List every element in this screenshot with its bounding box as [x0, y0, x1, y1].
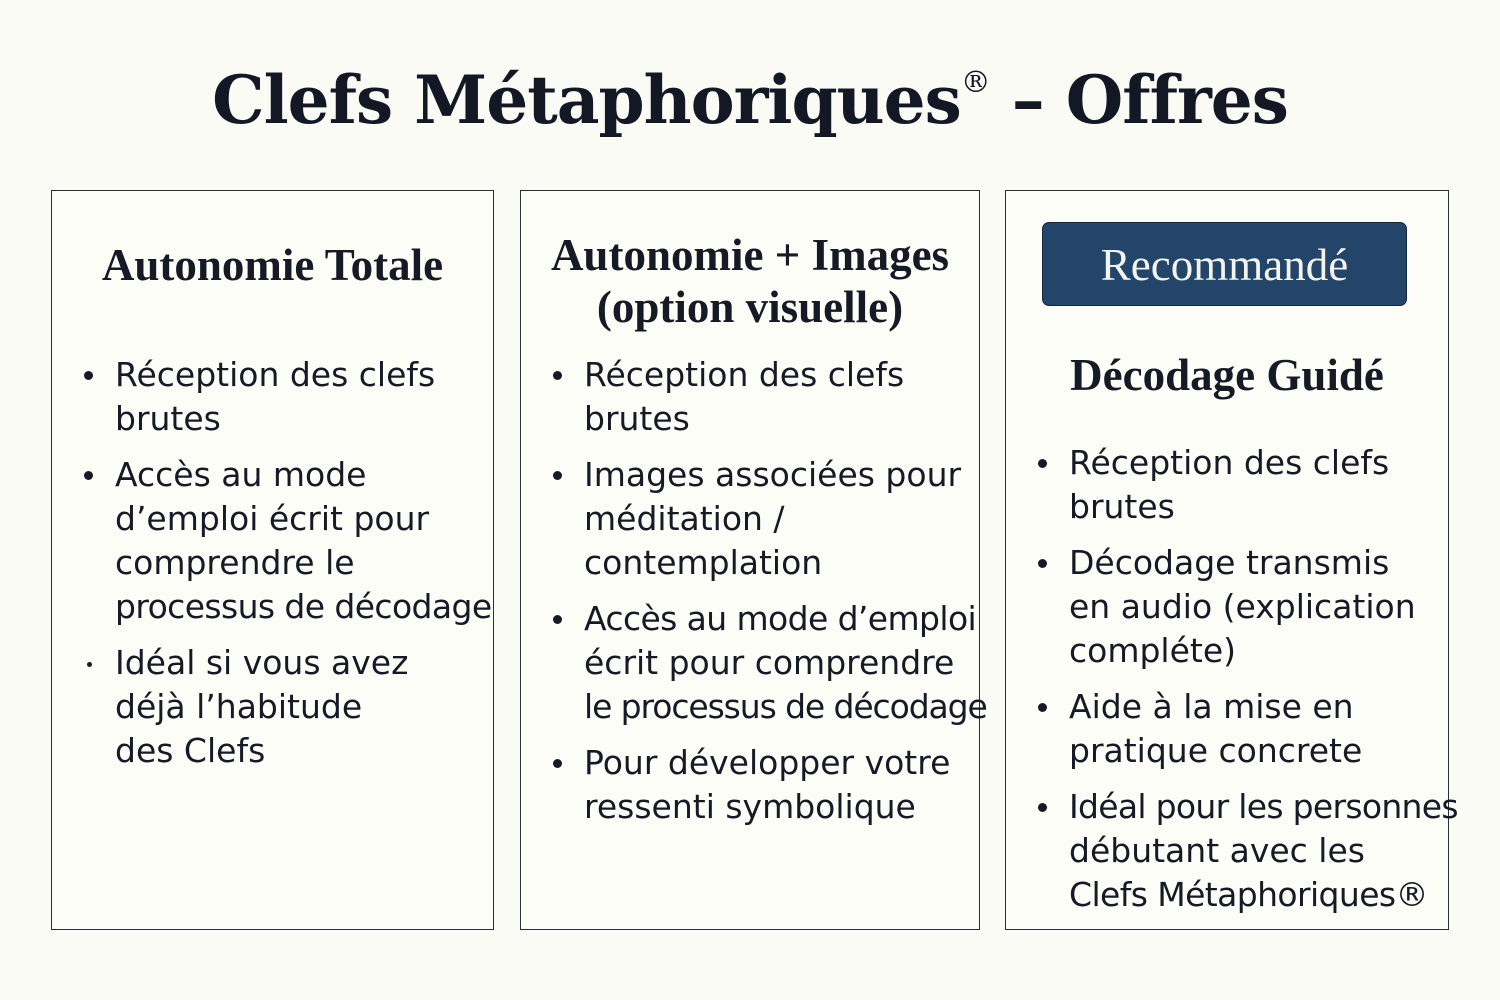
registered-mark: ® — [960, 65, 990, 100]
feature-item — [1006, 441, 1458, 529]
feature-line: brutes — [1069, 487, 1175, 526]
bullet-dot-icon — [1038, 559, 1047, 568]
feature-line: processus de décodage — [115, 587, 492, 626]
feature-line: Idéal pour les personnes — [1069, 787, 1458, 826]
feature-line: pratique concrete — [1069, 731, 1363, 770]
bullet-dot-icon — [1038, 459, 1047, 468]
bullet-dot-icon — [553, 471, 562, 480]
feature-list — [1006, 441, 1458, 929]
feature-item — [52, 641, 492, 773]
bullet-dot-icon — [553, 759, 562, 768]
feature-item — [521, 741, 987, 829]
page-title-suffix: – Offres — [989, 61, 1288, 139]
feature-item — [1006, 685, 1458, 773]
feature-line: Accès au mode d’emploi — [584, 599, 977, 638]
page-title-text: Clefs Métaphoriques — [212, 61, 961, 139]
feature-line: Images associées pour — [584, 455, 962, 494]
feature-line: ressenti symbolique — [584, 787, 916, 826]
feature-line: Réception des clefs — [115, 355, 436, 394]
bullet-dot-icon — [1038, 803, 1047, 812]
bullet-dot-icon — [84, 471, 93, 480]
feature-item — [521, 353, 987, 441]
feature-list — [52, 353, 492, 785]
feature-item — [52, 453, 492, 629]
feature-line: d’emploi écrit pour — [115, 499, 430, 538]
bullet-dot-icon — [553, 615, 562, 624]
feature-line: contemplation — [584, 543, 823, 582]
feature-line: Réception des clefs — [1069, 443, 1390, 482]
feature-line: comprendre le — [115, 543, 355, 582]
feature-line: compléte) — [1069, 631, 1237, 670]
recommended-badge: Recommandé — [1042, 222, 1407, 306]
offer-title: Autonomie Totale — [101, 240, 444, 290]
page-title — [0, 58, 1500, 142]
offer-title-line: Autonomie + Images — [550, 230, 950, 280]
feature-line: Décodage transmis — [1069, 543, 1390, 582]
feature-line: Clefs Métaphoriques® — [1069, 875, 1428, 914]
feature-line: déjà l’habitude — [115, 687, 363, 726]
feature-line: écrit pour comprendre — [584, 643, 955, 682]
feature-line: brutes — [584, 399, 690, 438]
feature-line: des Clefs — [115, 731, 266, 770]
feature-line: Aide à la mise en — [1069, 687, 1354, 726]
feature-line: méditation / — [584, 499, 785, 538]
feature-line: Pour développer votre — [584, 743, 951, 782]
feature-item — [521, 453, 987, 585]
bullet-dot-icon — [553, 371, 562, 380]
bullet-dot-icon — [84, 371, 93, 380]
feature-item — [1006, 541, 1458, 673]
feature-list — [521, 353, 987, 841]
feature-line: Réception des clefs — [584, 355, 905, 394]
feature-line: brutes — [115, 399, 221, 438]
feature-item — [521, 597, 987, 729]
offer-title: Décodage Guidé — [1070, 350, 1384, 400]
feature-line: en audio (explication — [1069, 587, 1416, 626]
feature-line: débutant avec les — [1069, 831, 1365, 870]
feature-item — [1006, 785, 1458, 917]
offer-title — [521, 229, 979, 333]
offer-card-decodage-guide[interactable] — [1005, 190, 1458, 930]
feature-line: le processus de décodage — [584, 687, 987, 726]
offer-card-autonomie-images[interactable] — [520, 190, 987, 930]
feature-line: Accès au mode — [115, 455, 367, 494]
offer-title-line: (option visuelle) — [596, 282, 904, 332]
feature-item — [52, 353, 492, 441]
bullet-dot-icon — [87, 662, 92, 667]
feature-line: Idéal si vous avez — [115, 643, 409, 682]
bullet-dot-icon — [1038, 703, 1047, 712]
offer-card-autonomie-totale[interactable] — [51, 190, 494, 930]
